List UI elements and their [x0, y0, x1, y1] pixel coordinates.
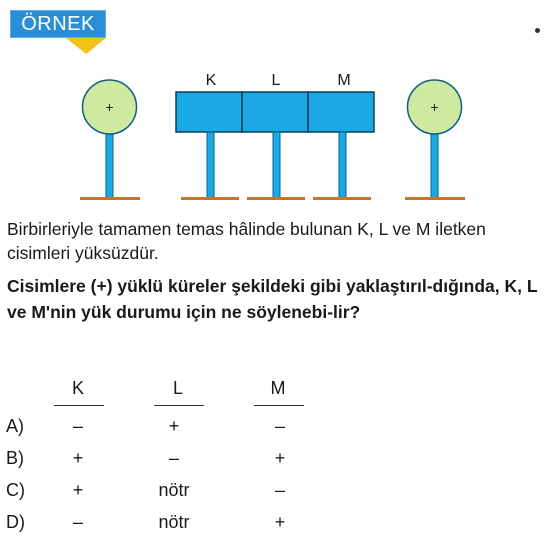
option-c-label[interactable]: C): [6, 480, 25, 500]
block-m: [308, 92, 374, 132]
block-stands: [181, 132, 371, 200]
badge-label: ÖRNEK: [10, 10, 106, 38]
option-c-l: nötr: [158, 480, 190, 500]
block-label-l: L: [271, 72, 281, 89]
col-rule-m: [254, 405, 304, 406]
left-sphere-sign: +: [105, 99, 114, 115]
option-a-l: +: [168, 416, 180, 436]
badge-triangle-icon: [66, 38, 106, 54]
col-header-l: L: [172, 378, 183, 398]
block-label-m: M: [337, 72, 351, 89]
option-b-l: –: [168, 448, 179, 468]
col-header-k: K: [71, 378, 84, 398]
col-rule-l: [154, 405, 204, 406]
block-label-k: K: [205, 72, 217, 89]
left-sphere-stand: [80, 80, 140, 200]
conductor-figure: [0, 60, 546, 210]
problem-paragraph: Birbirleriyle tamamen temas hâlinde bulunan K, L ve M iletken cisimleri yüksüzdür.: [7, 219, 486, 263]
option-c-k: +: [72, 480, 84, 500]
right-sphere-stand: [405, 80, 465, 200]
block-k: [176, 92, 242, 132]
option-b-m: +: [274, 448, 286, 468]
option-b-k: +: [72, 448, 84, 468]
question-text: Cisimlere (+) yüklü küreler şekildeki gibi yaklaştırıl-dığında, K, L ve M'nin yük durumu için ne söylenebi-lir?: [7, 276, 538, 322]
block-l: [242, 92, 308, 132]
bullet-dot: [535, 28, 540, 33]
option-d-label[interactable]: D): [6, 512, 25, 532]
option-d-l: nötr: [158, 512, 190, 532]
conductor-blocks: [176, 72, 374, 132]
col-header-m: M: [270, 378, 286, 398]
option-b-label[interactable]: B): [6, 448, 24, 468]
col-rule-k: [54, 405, 104, 406]
option-d-m: +: [274, 512, 286, 532]
option-a-k: –: [72, 416, 83, 436]
option-d-k: –: [72, 512, 83, 532]
ornek-badge: [10, 10, 108, 50]
option-a-label[interactable]: A): [6, 416, 24, 436]
right-sphere-sign: +: [430, 99, 439, 115]
option-c-m: –: [274, 480, 285, 500]
option-a-m: –: [274, 416, 285, 436]
